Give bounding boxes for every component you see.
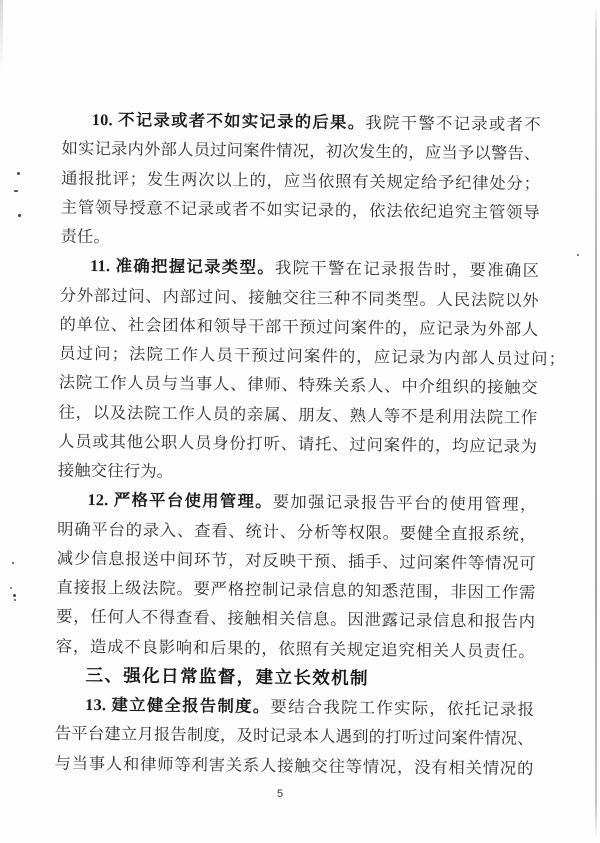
- scan-edge-shadow-left: [0, 0, 3, 70]
- page-number: 5: [276, 788, 284, 800]
- text-run: 主管领导授意不记录或者不如实记录的，依法依纪追究主管领导: [60, 197, 540, 222]
- text-line: [59, 368, 538, 403]
- ink-speck: [12, 562, 14, 564]
- text-run: 通报批评；发生两次以上的，应当依照有关规定给予纪律处分；: [61, 168, 541, 193]
- text-line: [60, 251, 539, 286]
- ink-speck: [14, 599, 16, 601]
- ink-speck: [17, 172, 20, 175]
- text-line: [61, 192, 540, 227]
- scan-edge-line-right: [595, 6, 597, 838]
- text-run: 减少信息报送中间环节，对反映干预、插手、过问案件等情况可: [56, 548, 536, 573]
- ink-speck: [13, 594, 16, 597]
- paragraph-lead: 10. 不记录或者不如实记录的后果。: [91, 109, 366, 133]
- text-run: 的单位、社会团体和领导干部干预过问案件的，应记录为外部人: [59, 314, 539, 339]
- text-run: 员过问；法院工作人员干预过问案件的，应记录为内部人员过问；: [59, 343, 566, 369]
- text-run: 告平台建立月报告制度，及时记录本人遇到的打听过问案件情况、: [54, 723, 534, 749]
- text-line: [55, 719, 534, 754]
- text-run: 我院干警在记录报告时，要准确区: [274, 258, 540, 281]
- ink-speck: [18, 214, 21, 217]
- section-heading-text: 三、强化日常监督，建立长效机制: [85, 664, 370, 688]
- paragraph-lead: 13. 建立健全报告制度。: [85, 694, 271, 717]
- text-line: [54, 748, 533, 783]
- text-run: 直接报上级法院。要严格控制记录信息的知悉范围，非因工作需: [56, 577, 536, 603]
- text-run: 要加强记录报告平台的使用管理，: [272, 492, 537, 515]
- ink-speck: [10, 587, 12, 589]
- paragraph-lead: 11. 准确把握记录类型。: [90, 256, 276, 278]
- text-line: [56, 602, 535, 637]
- text-run: 要，任何人不得查看、接触相关信息。因泄露记录信息和报告内: [56, 606, 536, 632]
- text-run: 责任。: [60, 226, 111, 247]
- text-run: 接触交往行为。: [57, 460, 174, 481]
- ink-speck: [577, 254, 579, 256]
- text-run: 法院工作人员与当事人、律师、特殊关系人、中介组织的接触交: [58, 372, 538, 398]
- document-text-block: [54, 105, 566, 783]
- text-run: 与当事人和律师等利害关系人接触交往等情况，没有相关情况的: [54, 753, 534, 778]
- text-run: 容，造成不良影响和后果的，依照有关规定追究相关人员责任。: [55, 636, 535, 661]
- text-run: 要结合我院工作实际，依托记录报: [270, 697, 535, 720]
- paragraph-lead: 12. 严格平台使用管理。: [87, 490, 273, 512]
- text-run: 人员或其他公职人员身份打听、请托、过问案件的，均应记录为: [58, 431, 538, 456]
- text-run: 分外部过问、内部过问、接触交往三种不同类型。人民法院以外: [59, 285, 539, 310]
- text-run: 如实记录内外部人员过问案件情况，初次发生的，应当予以警告、: [61, 138, 541, 164]
- text-line: [57, 485, 536, 520]
- text-run: 往，以及法院工作人员的亲属、朋友、熟人等不是利用法院工作: [58, 402, 538, 427]
- ink-speck: [14, 190, 18, 192]
- text-run: 我院干警不记录或者不: [365, 113, 541, 135]
- text-line: [61, 134, 540, 169]
- text-run: 明确平台的录入、查看、统计、分析等权限。要健全直报系统，: [57, 519, 537, 544]
